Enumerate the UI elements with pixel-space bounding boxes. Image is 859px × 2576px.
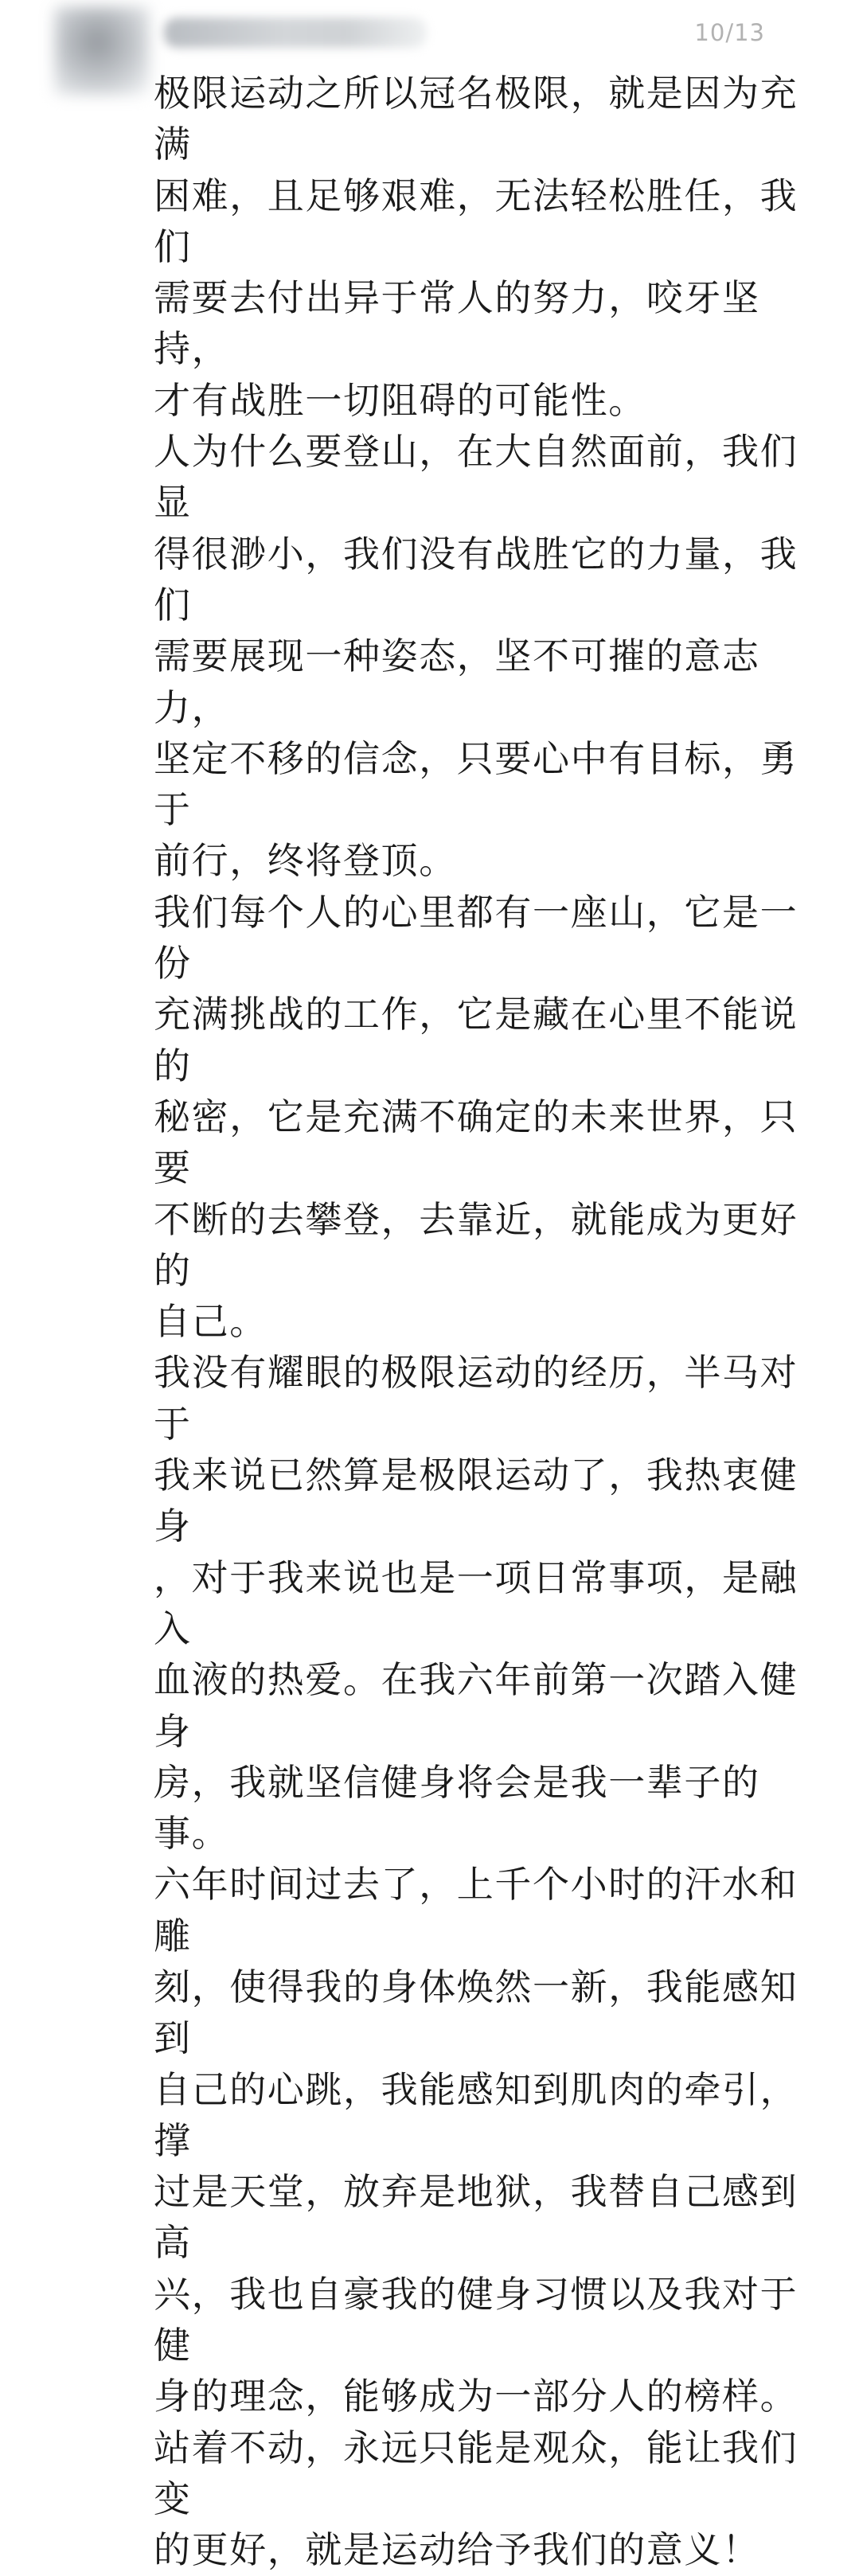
post-body: [154, 68, 822, 2576]
post-paragraph: 我没有耀眼的极限运动的经历，半马对于 我来说已然算是极限运动了，我热衷健身 ，对于我来说也是一项日常事项，是融入 血液的热爱。在我六年前第一次踏入健身 房，我就坚信健身将会是我一辈子的事。: [154, 1351, 798, 1856]
post-paragraph: 人为什么要登山，在大自然面前，我们显 得很渺小，我们没有战胜它的力量，我们 需要展现一种姿态，坚不可摧的意志力， 坚定不移的信念，只要心中有目标，勇于 前行，终将登顶。: [154, 430, 798, 883]
avatar[interactable]: [54, 6, 150, 96]
post-paragraph: 六年时间过去了，上千个小时的汗水和雕 刻，使得我的身体焕然一新，我能感知到 自己的心跳，我能感知到肌肉的牵引，撑 过是天堂，放弃是地狱，我替自己感到高 兴，我也自豪我的健身习惯以及我对于健 身的理念，能够成为一部分人的榜样。: [154, 1863, 798, 2418]
username-blurred[interactable]: [164, 18, 427, 48]
post-paragraph: 极限运动之所以冠名极限，就是因为充满 困难，且足够艰难，无法轻松胜任，我们 需要去付出异于常人的努力，咬牙坚持， 才有战胜一切阻碍的可能性。: [154, 72, 798, 422]
page-counter: 10/13: [694, 19, 765, 46]
post-paragraph: 我们每个人的心里都有一座山，它是一份 充满挑战的工作，它是藏在心里不能说的 秘密，它是充满不确定的未来世界，只要 不断的去攀登，去靠近，就能成为更好的 自己。: [154, 890, 798, 1344]
post-paragraph: 站着不动，永远只能是观众，能让我们变 的更好，就是运动给予我们的意义！: [154, 2426, 798, 2572]
